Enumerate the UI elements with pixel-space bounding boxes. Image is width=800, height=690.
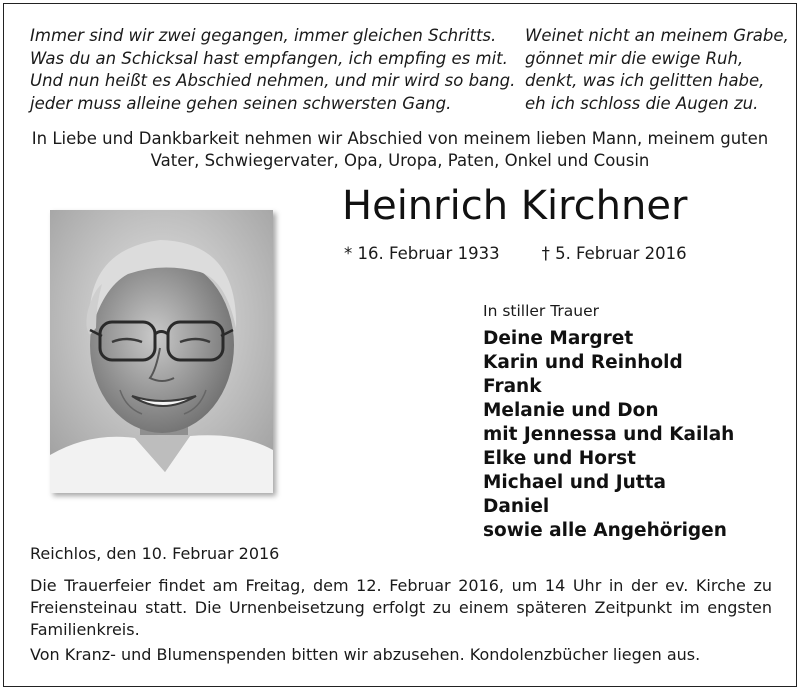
life-dates [344, 243, 687, 265]
death-date: † 5. Februar 2016 [541, 244, 687, 263]
poem-right-line: eh ich schloss die Augen zu. [525, 93, 759, 113]
mourner-name: Daniel [483, 496, 550, 517]
mourner-name: mit Jennessa und Kailah [483, 424, 735, 445]
farewell-intro-line: Vater, Schwiegervater, Opa, Uropa, Paten, Onkel und Cousin [150, 151, 650, 170]
mourner-name: Frank [483, 376, 542, 397]
birth-date: * 16. Februar 1933 [344, 244, 500, 263]
mourning-intro: In stiller Trauer [483, 302, 600, 320]
poem-right-line: denkt, was ich gelitten habe, [525, 71, 765, 90]
mourner-name: Karin und Reinhold [483, 352, 683, 373]
mourners-list [483, 327, 734, 543]
mourner-name: Melanie und Don [483, 400, 659, 421]
donation-request: Von Kranz- und Blumenspenden bitten wir abzusehen. Kondolenzbücher liegen aus. [30, 645, 701, 664]
funeral-details: Die Trauerfeier findet am Freitag, dem 12. Februar 2016, um 14 Uhr in der ev. Kirche zu Freiensteinau statt. Die Urnenbeisetzung erfolgt zu einem späteren Zeitpunkt im engsten Familienkreis. [30, 576, 772, 639]
portrait-photo [50, 210, 273, 493]
mourner-name: Elke und Horst [483, 448, 636, 469]
mourner-name: sowie alle Angehörigen [483, 520, 727, 541]
poem-left-line: Was du an Schicksal hast empfangen, ich empfing es mit. [30, 48, 508, 68]
deceased-name: Heinrich Kirchner [342, 183, 688, 229]
poem-right-line: gönnet mir die ewige Ruh, [525, 48, 744, 68]
farewell-intro-line: In Liebe und Dankbarkeit nehmen wir Abschied von meinem lieben Mann, meinem guten [31, 129, 769, 148]
poem-right-line: Weinet nicht an meinem Grabe, [525, 26, 789, 45]
mourner-name: Deine Margret [483, 328, 634, 349]
poem-left [30, 25, 515, 115]
poem-left-line: jeder muss alleine gehen seinen schwersten Gang. [30, 93, 452, 113]
poem-left-line: Immer sind wir zwei gegangen, immer gleichen Schritts. [30, 26, 497, 45]
farewell-intro [20, 128, 780, 172]
poem-left-line: Und nun heißt es Abschied nehmen, und mir wird so bang. [30, 71, 516, 90]
place-and-date: Reichlos, den 10. Februar 2016 [30, 544, 280, 563]
poem-right [525, 25, 789, 115]
mourner-name: Michael und Jutta [483, 472, 666, 493]
